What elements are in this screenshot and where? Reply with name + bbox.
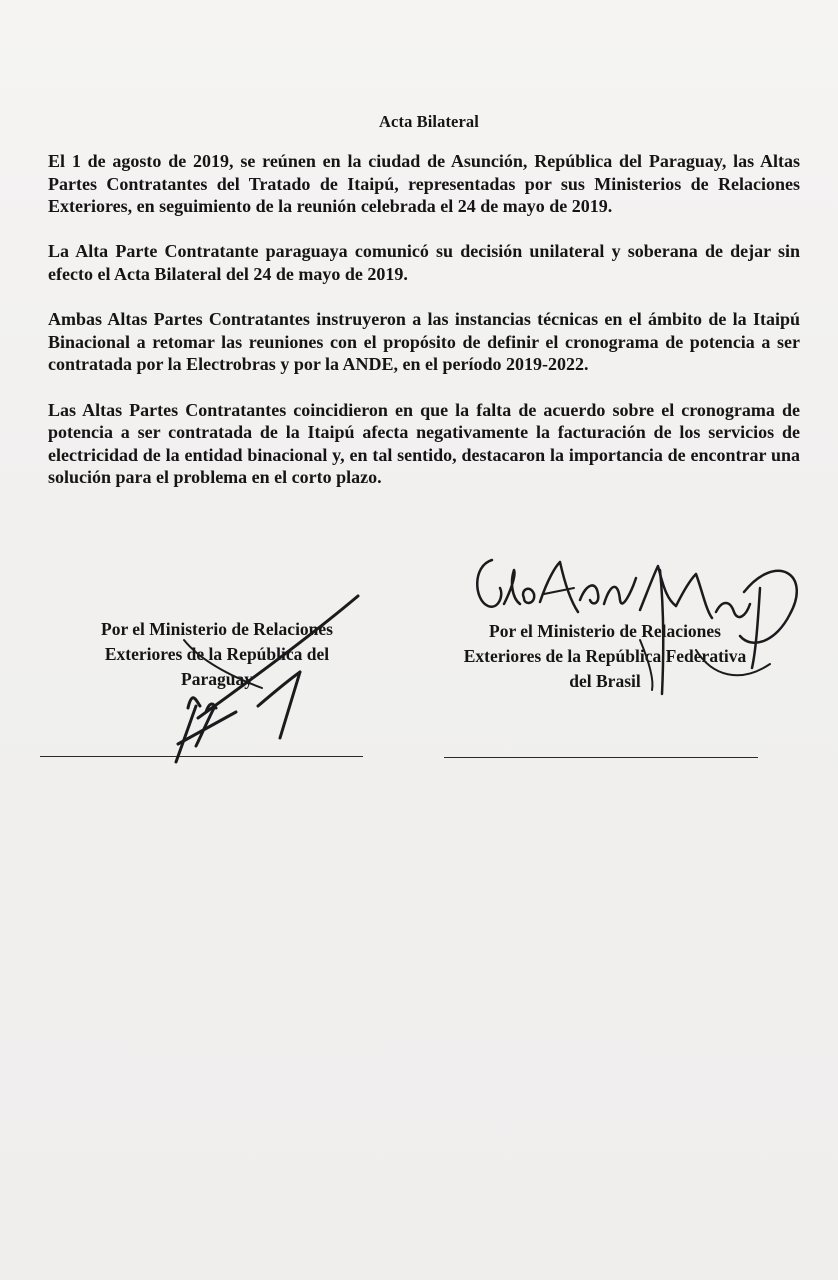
signature-line-paraguay <box>40 756 363 757</box>
signatory-paraguay-line-2: Exteriores de la República del <box>104 644 330 664</box>
signatory-brasil-line-1: Por el Ministerio de Relaciones <box>489 621 721 641</box>
signature-line-brasil <box>444 757 758 758</box>
paragraph-meeting: El 1 de agosto de 2019, se reúnen en la ciudad de Asunción, República del Paraguay, las Altas Partes Contratantes del Tratado de Itaipú, representadas por sus Ministerios de Relaciones Exteriores, en seguimiento de la reunión celebrada el 24 de mayo de 2019. <box>48 151 800 217</box>
signatory-brasil <box>444 619 766 694</box>
paragraph-agreement: Las Altas Partes Contratantes coincidieron en que la falta de acuerdo sobre el cronograma de potencia a ser contratada de la Itaipú afecta negativamente la facturación de los servicios de electricidad de la entidad binacional y, en tal sentido, destacaron la importancia de encontrar una solución para el problema en el corto plazo. <box>48 399 800 488</box>
paragraph-instructions: Ambas Altas Partes Contratantes instruyeron a las instancias técnicas en el ámbito de la Itaipú Binacional a retomar las reuniones con el propósito de definir el cronograma de potencia a ser contratada por la Electrobras y por la ANDE, en el período 2019-2022. <box>48 309 800 375</box>
document-body <box>48 150 800 512</box>
paragraph-decision: La Alta Parte Contratante paraguaya comunicó su decisión unilateral y soberana de dejar sin efecto el Acta Bilateral del 24 de mayo de 2019. <box>48 241 800 284</box>
document-title: Acta Bilateral <box>379 112 479 131</box>
signatory-paraguay-line-1: Por el Ministerio de Relaciones <box>101 619 333 639</box>
signatory-brasil-line-2: Exteriores de la República Federativa <box>463 646 747 666</box>
signatory-paraguay-line-3: Paraguay <box>181 669 253 689</box>
signatory-paraguay <box>40 617 394 692</box>
signatory-brasil-line-3: del Brasil <box>569 671 641 691</box>
